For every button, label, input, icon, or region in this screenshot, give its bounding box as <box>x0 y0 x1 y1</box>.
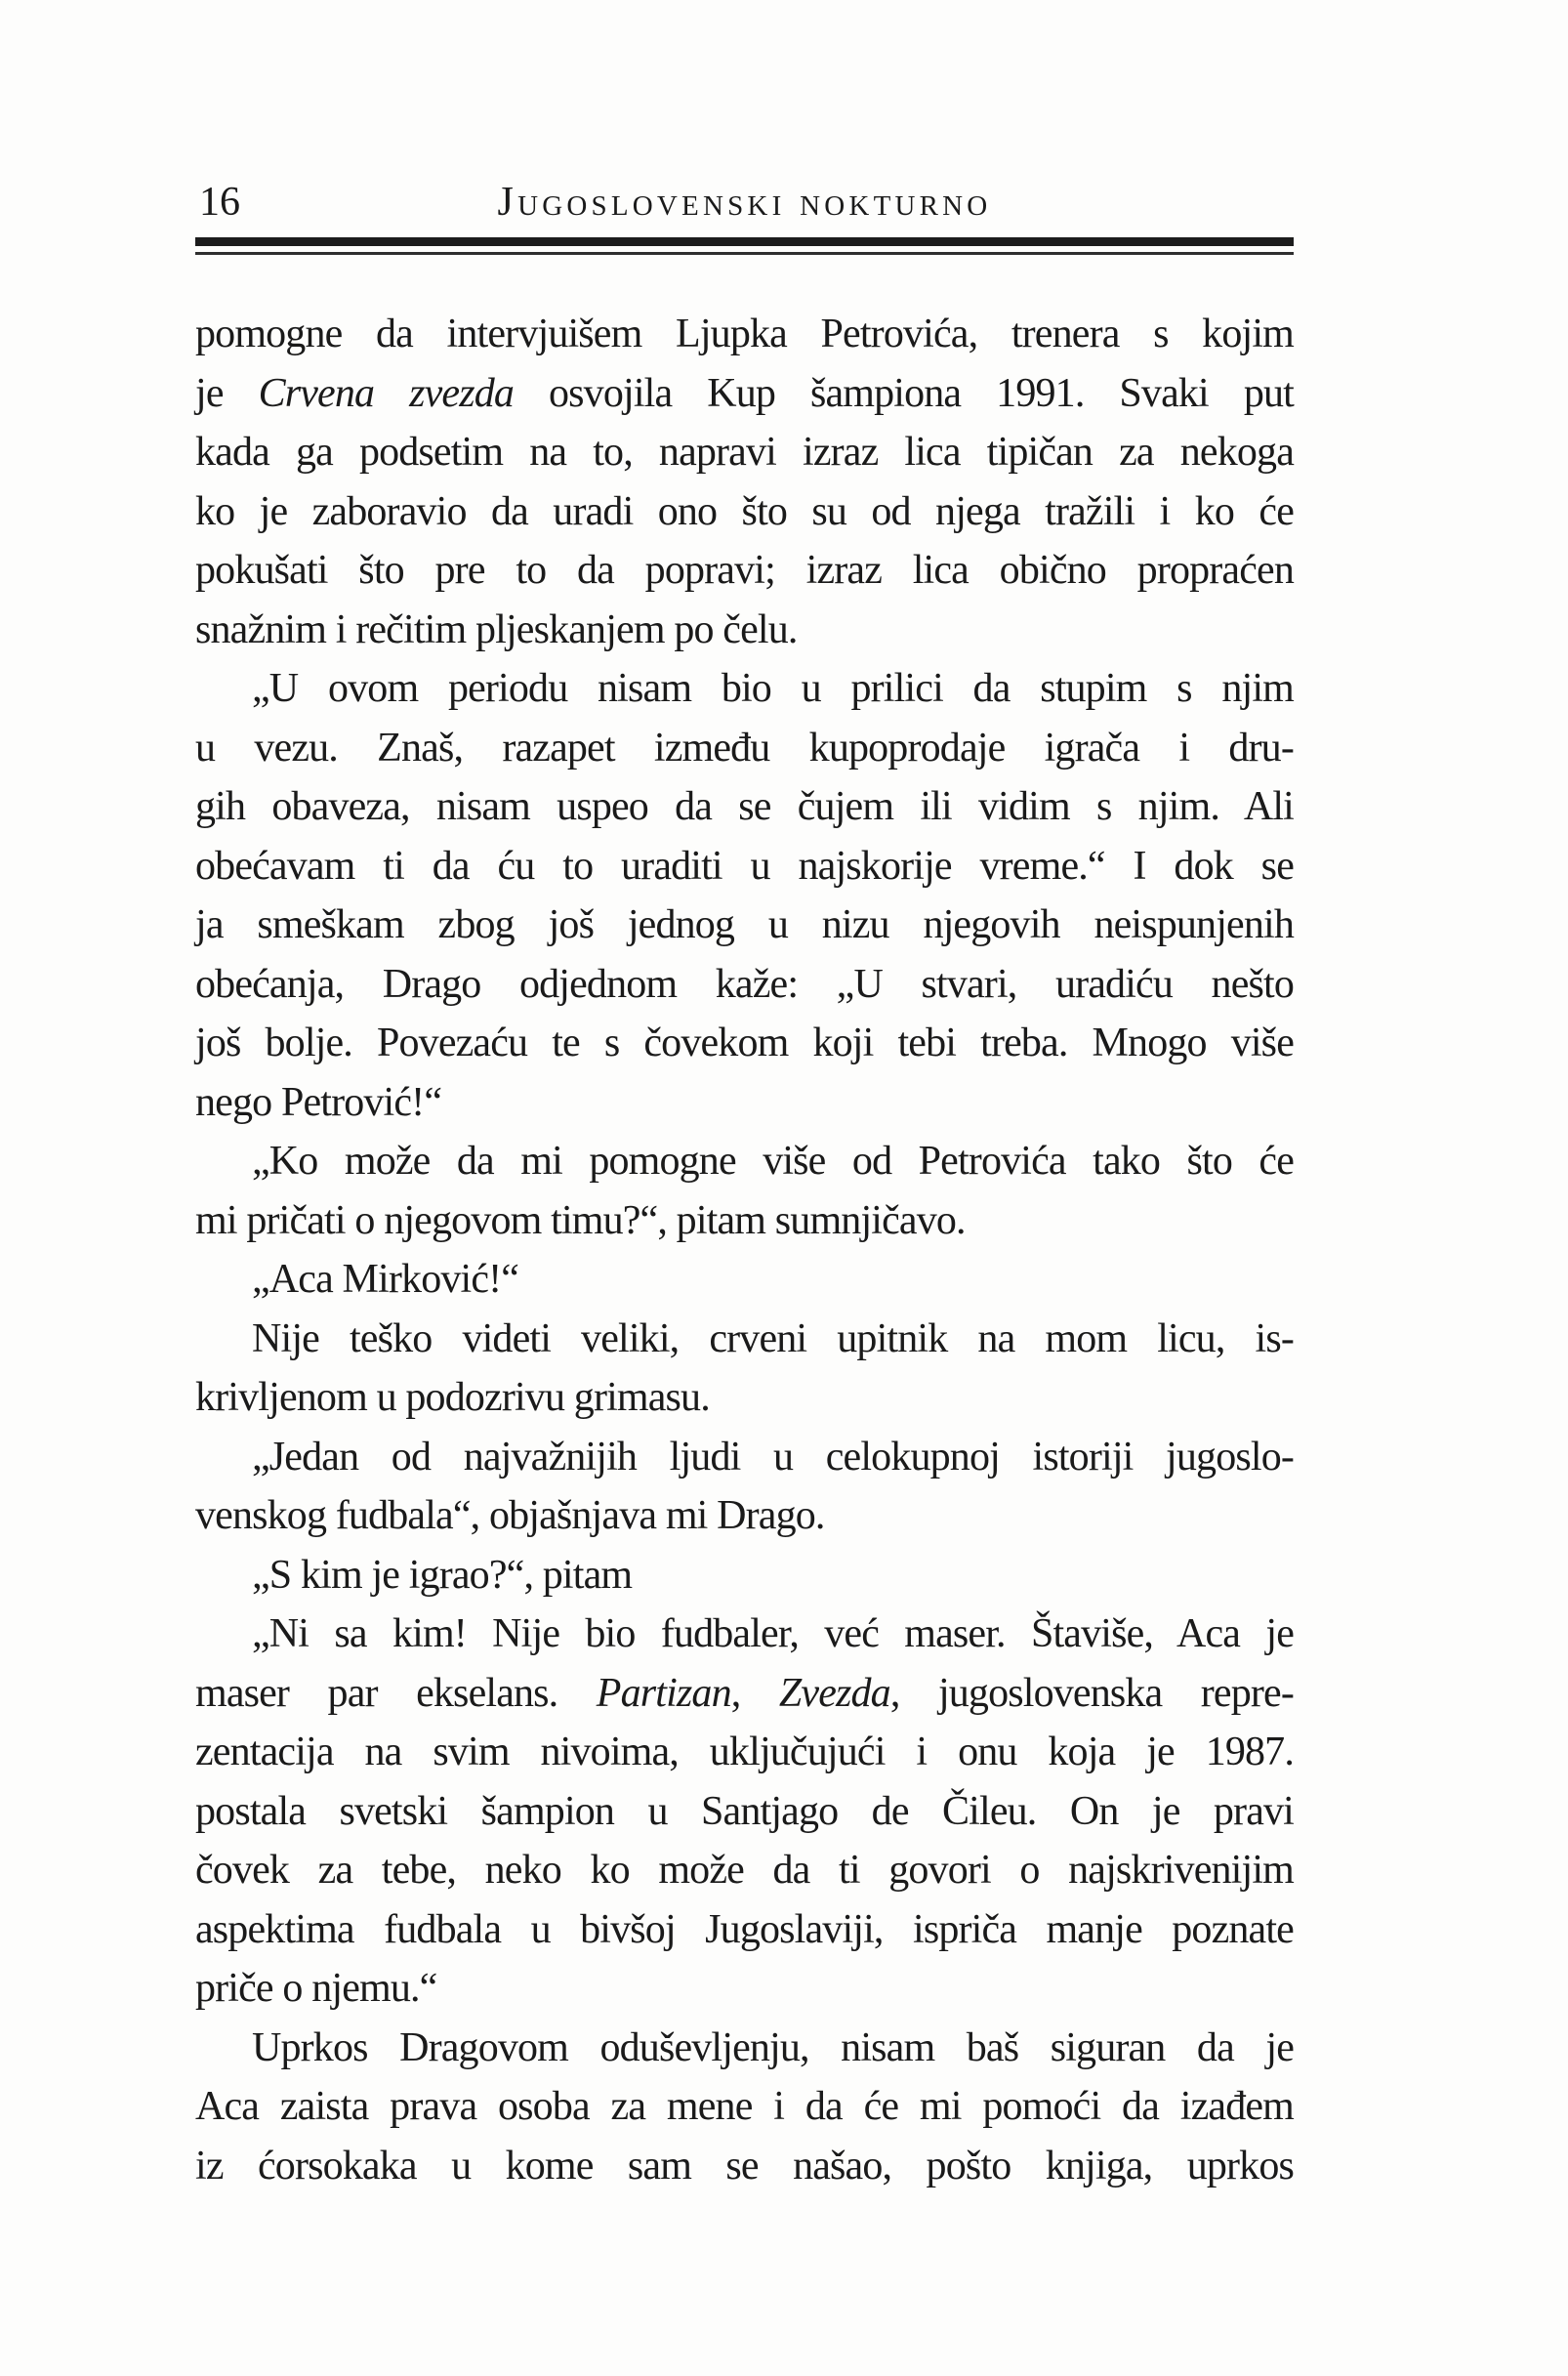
text-line <box>195 1014 1294 1073</box>
italic-text: Partizan <box>596 1670 731 1716</box>
text-line <box>195 777 1294 837</box>
text-line <box>195 1605 1294 1664</box>
text-segment: ja smeškam zbog još jednog u nizu njegovih neispunjenih <box>195 902 1294 947</box>
text-line <box>195 1723 1294 1782</box>
header-rule-thick <box>195 237 1294 246</box>
text-segment: pokušati što pre to da popravi; izraz lica obično propraćen <box>195 548 1294 593</box>
text-line <box>195 1428 1294 1487</box>
text-segment: gih obaveza, nisam uspeo da se čujem ili vidim s njim. Ali <box>195 784 1294 829</box>
text-segment: Nije teško videti veliki, crveni upitnik na mom licu, is- <box>252 1315 1294 1361</box>
text-line <box>195 955 1294 1015</box>
text-segment: u vezu. Znaš, razapet između kupoprodaje igrača i dru- <box>195 725 1294 771</box>
text-line <box>195 837 1294 896</box>
text-segment: priče o njemu.“ <box>195 1966 437 2011</box>
text-segment: pomogne da intervjuišem Ljupka Petrovića, trenera s kojim <box>195 312 1294 356</box>
text-segment: venskog fudbala“, objašnjava mi Drago. <box>195 1493 825 1538</box>
text-line <box>195 1664 1294 1724</box>
text-segment: Aca zaista prava osoba za mene i da će mi pomoći da izađem <box>195 2084 1294 2129</box>
text-segment: čovek za tebe, neko ko može da ti govori o najskrivenijim <box>195 1848 1294 1893</box>
text-segment: kada ga podsetim na to, napravi izraz lica tipičan za nekoga <box>195 430 1294 475</box>
text-segment: „Jedan od najvažnijih ljudi u celokupnoj istoriji jugoslo- <box>252 1434 1294 1480</box>
text-line <box>195 1486 1294 1546</box>
text-line <box>195 1546 1294 1605</box>
page-header <box>195 177 1294 229</box>
body-text <box>195 305 1294 2195</box>
text-segment: postala svetski šampion u Santjago de Čileu. On je pravi <box>195 1788 1294 1834</box>
text-line <box>195 1073 1294 1133</box>
text-segment: još bolje. Povezaću te s čovekom koji tebi treba. Mnogo više <box>195 1021 1294 1065</box>
text-segment: aspektima fudbala u bivšoj Jugoslaviji, ispriča manje poznate <box>195 1906 1294 1952</box>
text-line <box>195 541 1294 601</box>
italic-text: Crvena zvezda <box>258 370 515 416</box>
text-line <box>195 305 1294 364</box>
text-segment: krivljenom u podozrivu grimasu. <box>195 1375 710 1420</box>
text-line <box>195 719 1294 778</box>
text-line <box>195 423 1294 482</box>
italic-text: Zvezda <box>778 1670 890 1716</box>
text-segment: zentacija na svim nivoima, uključujući i onu koja je 1987. <box>195 1730 1294 1774</box>
text-segment: osvojila Kup šampiona 1991. Svaki put <box>514 370 1294 416</box>
text-line <box>195 1310 1294 1369</box>
text-line <box>195 1132 1294 1191</box>
text-line <box>195 659 1294 719</box>
text-segment: „Ko može da mi pomogne više od Petrovića tako što će <box>252 1139 1294 1184</box>
header-rule-thin <box>195 252 1294 255</box>
text-line <box>195 1250 1294 1310</box>
text-segment: „Ni sa kim! Nije bio fudbaler, već maser. Štaviše, Aca je <box>252 1611 1294 1656</box>
text-segment: obećavam ti da ću to uraditi u najskorije vreme.“ I dok se <box>195 843 1294 889</box>
text-segment: „Aca Mirković!“ <box>252 1257 519 1302</box>
text-line <box>195 482 1294 542</box>
page-number: 16 <box>199 180 240 225</box>
text-line <box>195 1782 1294 1842</box>
text-line <box>195 1959 1294 2019</box>
text-line <box>195 1191 1294 1251</box>
text-line <box>195 2019 1294 2078</box>
text-segment: , jugoslovenska repre- <box>889 1670 1294 1716</box>
text-segment: mi pričati o njegovom timu?“, pitam sumnjičavo. <box>195 1197 966 1243</box>
text-line <box>195 601 1294 660</box>
running-title: Jugoslovenski nokturno <box>497 180 992 225</box>
text-segment: maser par ekselans. <box>195 1670 597 1716</box>
text-segment: obećanja, Drago odjednom kaže: „U stvari, uradiću nešto <box>195 961 1294 1007</box>
text-segment: Uprkos Dragovom oduševljenju, nisam baš siguran da je <box>252 2024 1294 2070</box>
text-line <box>195 2137 1294 2196</box>
text-segment: ko je zaboravio da uradi ono što su od njega tražili i ko će <box>195 488 1294 534</box>
text-line <box>195 1841 1294 1900</box>
text-line <box>195 364 1294 424</box>
text-segment: snažnim i rečitim pljeskanjem po čelu. <box>195 606 798 652</box>
text-line <box>195 2077 1294 2137</box>
text-segment: je <box>195 370 259 416</box>
text-segment: iz ćorsokaka u kome sam se našao, pošto knjiga, uprkos <box>195 2143 1294 2188</box>
text-segment: „S kim je igrao?“, pitam <box>252 1552 633 1598</box>
text-line <box>195 1368 1294 1428</box>
text-line <box>195 1900 1294 1960</box>
text-segment: „U ovom periodu nisam bio u prilici da stupim s njim <box>252 666 1294 711</box>
text-segment: , <box>730 1670 779 1716</box>
text-line <box>195 896 1294 955</box>
text-segment: nego Petrović!“ <box>195 1079 442 1125</box>
